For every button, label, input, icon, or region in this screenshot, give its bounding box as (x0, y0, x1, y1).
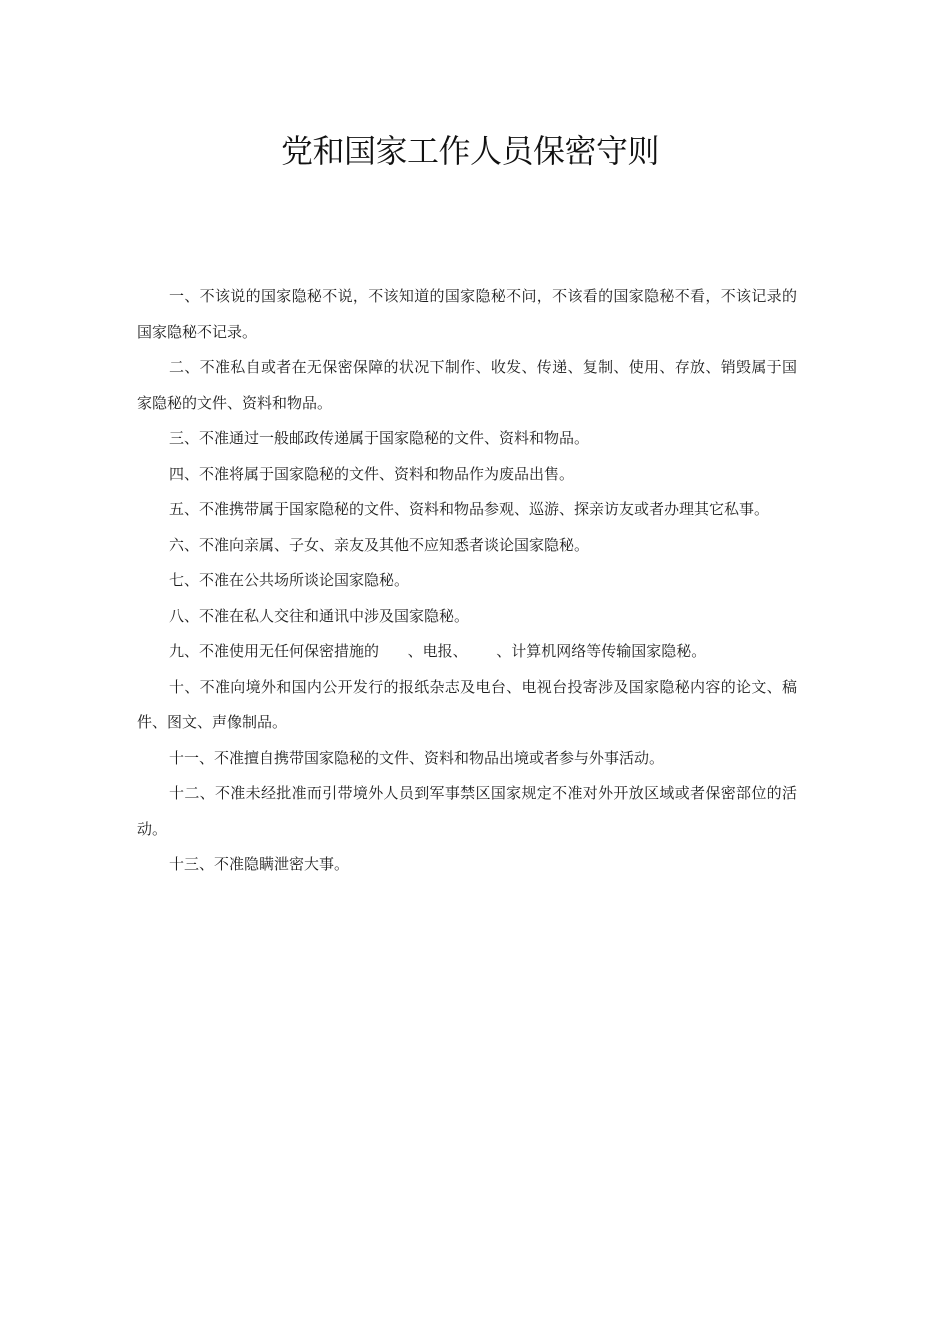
rule-item-4: 四、不准将属于国家隐秘的文件、资料和物品作为废品出售。 (169, 464, 575, 483)
rule-item-7: 七、不准在公共场所谈论国家隐秘。 (169, 571, 410, 589)
rule-item-9: 九、不准使用无任何保密措施的 、电报、 、计算机网络等传输国家隐秘。 (169, 642, 707, 660)
rule-item-12: 十二、不准未经批准而引带境外人员到军事禁区国家规定不准对外开放区域或者保密部位的活动。 (137, 784, 797, 838)
rule-item-11: 十一、不准擅自携带国家隐秘的文件、资料和物品出境或者参与外事活动。 (169, 748, 665, 767)
rules-list (137, 279, 797, 883)
rule-item-8: 八、不准在私人交往和通讯中涉及国家隐秘。 (169, 606, 470, 625)
document-title: 党和国家工作人员保密守则 (280, 132, 659, 170)
rule-item-1: 一、不该说的国家隐秘不说，不该知道的国家隐秘不问，不该看的国家隐秘不看，不该记录的国家隐秘不记录。 (137, 287, 797, 341)
rule-item-3: 三、不准通过一般邮政传递属于国家隐秘的文件、资料和物品。 (169, 429, 590, 447)
rule-item-6: 六、不准向亲属、子女、亲友及其他不应知悉者谈论国家隐秘。 (169, 535, 590, 554)
rule-item-13: 十三、不准隐瞒泄密大事。 (169, 855, 350, 873)
rule-item-10: 十、不准向境外和国内公开发行的报纸杂志及电台、电视台投寄涉及国家隐秘内容的论文、稿件、图文、声像制品。 (137, 677, 797, 731)
rule-item-2: 二、不准私自或者在无保密保障的状况下制作、收发、传递、复制、使用、存放、销毁属于国家隐秘的文件、资料和物品。 (137, 358, 797, 412)
rule-item-5: 五、不准携带属于国家隐秘的文件、资料和物品参观、巡游、探亲访友或者办理其它私事。 (169, 500, 770, 518)
